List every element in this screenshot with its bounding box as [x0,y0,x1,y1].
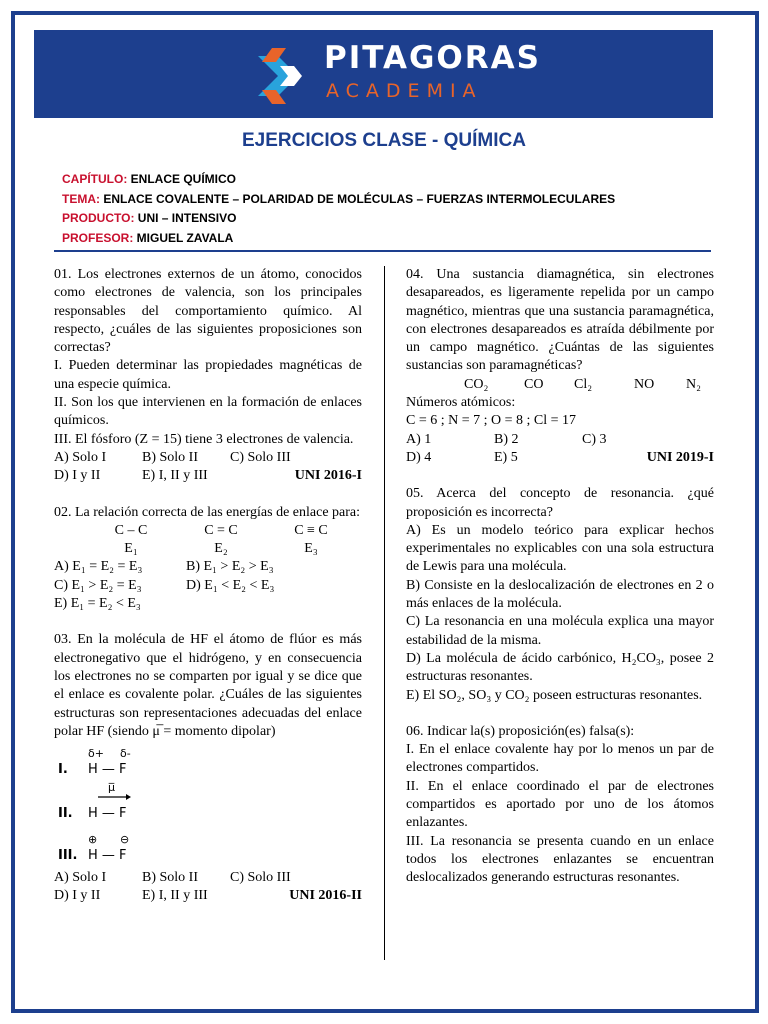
species: NO [634,376,655,392]
header-divider [54,250,711,252]
meta-chapter: CAPÍTULO: ENLACE QUÍMICO [62,172,236,186]
option-c: C) La resonancia en una molécula explica una mayor estabilidad de la misma. [406,614,714,648]
species: CO [524,376,544,392]
question-03 [54,631,362,905]
option-c: C) Solo III [230,449,291,465]
option-d: D) I y II [54,888,101,904]
column-divider [384,266,385,960]
hf-bond: H — F [88,762,127,778]
question-stem: 01. Los electrones externos de un átomo, conocidos como electrones de valencia, son los principales responsables del comportamiento químico. Al respecto, ¿cuáles de las siguientes proposiciones son correctas? [54,267,362,356]
question-04 [406,266,714,467]
option-a: A) Solo I [54,449,107,465]
option-b: B) 2 [494,431,519,447]
option-d: D) 4 [406,449,432,465]
option-a: A) E₁ = E₂ = E₃ [54,559,143,575]
atomic-numbers-label: Números atómicos: [406,395,516,411]
right-column [406,266,714,906]
option-e: E) I, II y III [142,888,208,904]
meta-topic: TEMA: ENLACE COVALENTE – POLARIDAD DE MOLÉCULAS – FUERZAS INTERMOLECULARES [62,191,616,206]
answer-options [406,431,714,468]
dipole-arrow-icon [96,793,132,801]
brand-name: PITAGORAS [324,40,541,76]
energy-label: E₁ [124,541,138,557]
option-d: D) E₁ < E₂ < E₃ [186,577,275,593]
option-a: A) Es un modelo teórico para explicar hechos experimentales no explicables con una sola estructura de Lewis para una molécula. [406,522,714,575]
question-stem: 02. La relación correcta de las energías de enlace para: [54,504,361,520]
meta-product: PRODUCTO: UNI – INTENSIVO [62,211,237,225]
structure-number: I. [58,762,68,778]
question-01 [54,266,362,486]
atomic-numbers-values: C = 6 ; N = 7 ; O = 8 ; Cl = 17 [406,413,577,429]
dipole-symbol: μ̅ [108,781,115,795]
proposition: II. En el enlace coordinado el par de electrones compartidos es aportado por uno de los átomos enlazantes. [406,778,714,831]
partial-charge-negative: δ- [120,747,131,761]
option-a: A) Solo I [54,870,107,886]
proposition: I. Pueden determinar las propiedades magnéticas de una especie química. [54,358,362,392]
header-banner [34,30,713,118]
question-stem: 05. Acerca del concepto de resonancia. ¿qué proposición es incorrecta? [406,486,714,520]
option-c: C) Solo III [230,870,291,886]
hf-bond: H — F [88,806,127,822]
answer-options [54,558,362,613]
option-d: D) La molécula de ácido carbónico, H₂CO₃, posee 2 estructuras resonantes. [406,650,714,685]
species: Cl₂ [574,376,593,392]
proposition: I. En el enlace covalente hay por lo menos un par de electrones compartidos. [406,742,714,776]
proposition: II. Son los que intervienen en la formación de enlaces químicos. [54,395,362,429]
structure-number: II. [58,806,73,822]
option-c: C) E₁ > E₂ = E₃ [54,577,142,593]
species: N₂ [686,376,701,392]
proposition: III. El fósforo (Z = 15) tiene 3 electrones de valencia. [54,431,354,447]
left-column [54,266,362,924]
option-b: B) E₁ > E₂ > E₃ [186,559,274,575]
course-meta [62,170,615,248]
energy-label: E₂ [214,541,228,557]
question-stem: 04. Una sustancia diamagnética, sin electrones desapareados, es ligeramente repelida por un campo magnético, mientras que una sustancia paramagnética, con electrones desapareados es atraída débilmente por un campo magnético. ¿Cuántas de las siguientes sustancias son paramagnéticas? [406,267,714,374]
meta-teacher: PROFESOR: MIGUEL ZAVALA [62,230,234,245]
option-b: B) Solo II [142,870,198,886]
negative-charge-icon: ⊖ [120,833,130,847]
option-e: E) E₁ = E₂ < E₃ [54,596,141,612]
question-stem: 06. Indicar la(s) proposición(es) falsa(s): [406,723,635,739]
question-stem: 03. En la molécula de HF el átomo de flúor es más electronegativo que el hidrógeno, y en consecuencia los electrones no se comparten por igual y se dice que el enlace es covalente polar. ¿Cuáles de las siguientes estructuras son representaciones adecuadas del enlace polar HF (siendo μ̅ = momento dipolar) [54,632,362,739]
option-d: D) I y II [54,468,101,484]
structure-number: III. [58,848,78,864]
species-list [406,376,714,394]
answer-options [54,449,362,486]
positive-charge-icon: ⊕ [88,833,98,847]
option-c: C) 3 [582,431,607,447]
species: CO₂ [464,376,489,392]
hf-bond: H — F [88,848,127,864]
exam-tag: UNI 2016-II [289,888,362,904]
exam-tag: UNI 2016-I [294,468,362,484]
energy-label: E₃ [304,541,318,557]
bond: C ≡ C [294,522,328,538]
question-06 [406,723,714,888]
option-e: E) El SO₂, SO₃ y CO₂ poseen estructuras resonantes. [406,687,703,703]
option-a: A) 1 [406,431,432,447]
option-e: E) 5 [494,449,518,465]
option-b: B) Solo II [142,449,198,465]
exam-tag: UNI 2019-I [646,449,714,465]
answer-options [54,869,362,906]
option-e: E) I, II y III [142,468,208,484]
question-05 [406,485,714,705]
bond-list [54,522,362,559]
partial-charge-positive: δ+ [88,747,104,761]
question-02 [54,504,362,614]
option-b: B) Consiste en la deslocalización de electrones en 2 o más enlaces de la molécula. [406,577,714,612]
brand-subtitle: ACADEMIA [326,80,483,102]
hf-structures [54,741,362,869]
proposition: III. La resonancia se presenta cuando en un enlace todos los electrones enlazantes se encuentran deslocalizados generando estructuras resonantes. [406,833,714,886]
bond: C = C [204,522,238,538]
page-title: EJERCICIOS CLASE - QUÍMICA [242,130,526,151]
bond: C – C [114,522,148,538]
double-chevron-logo-icon [254,42,314,106]
